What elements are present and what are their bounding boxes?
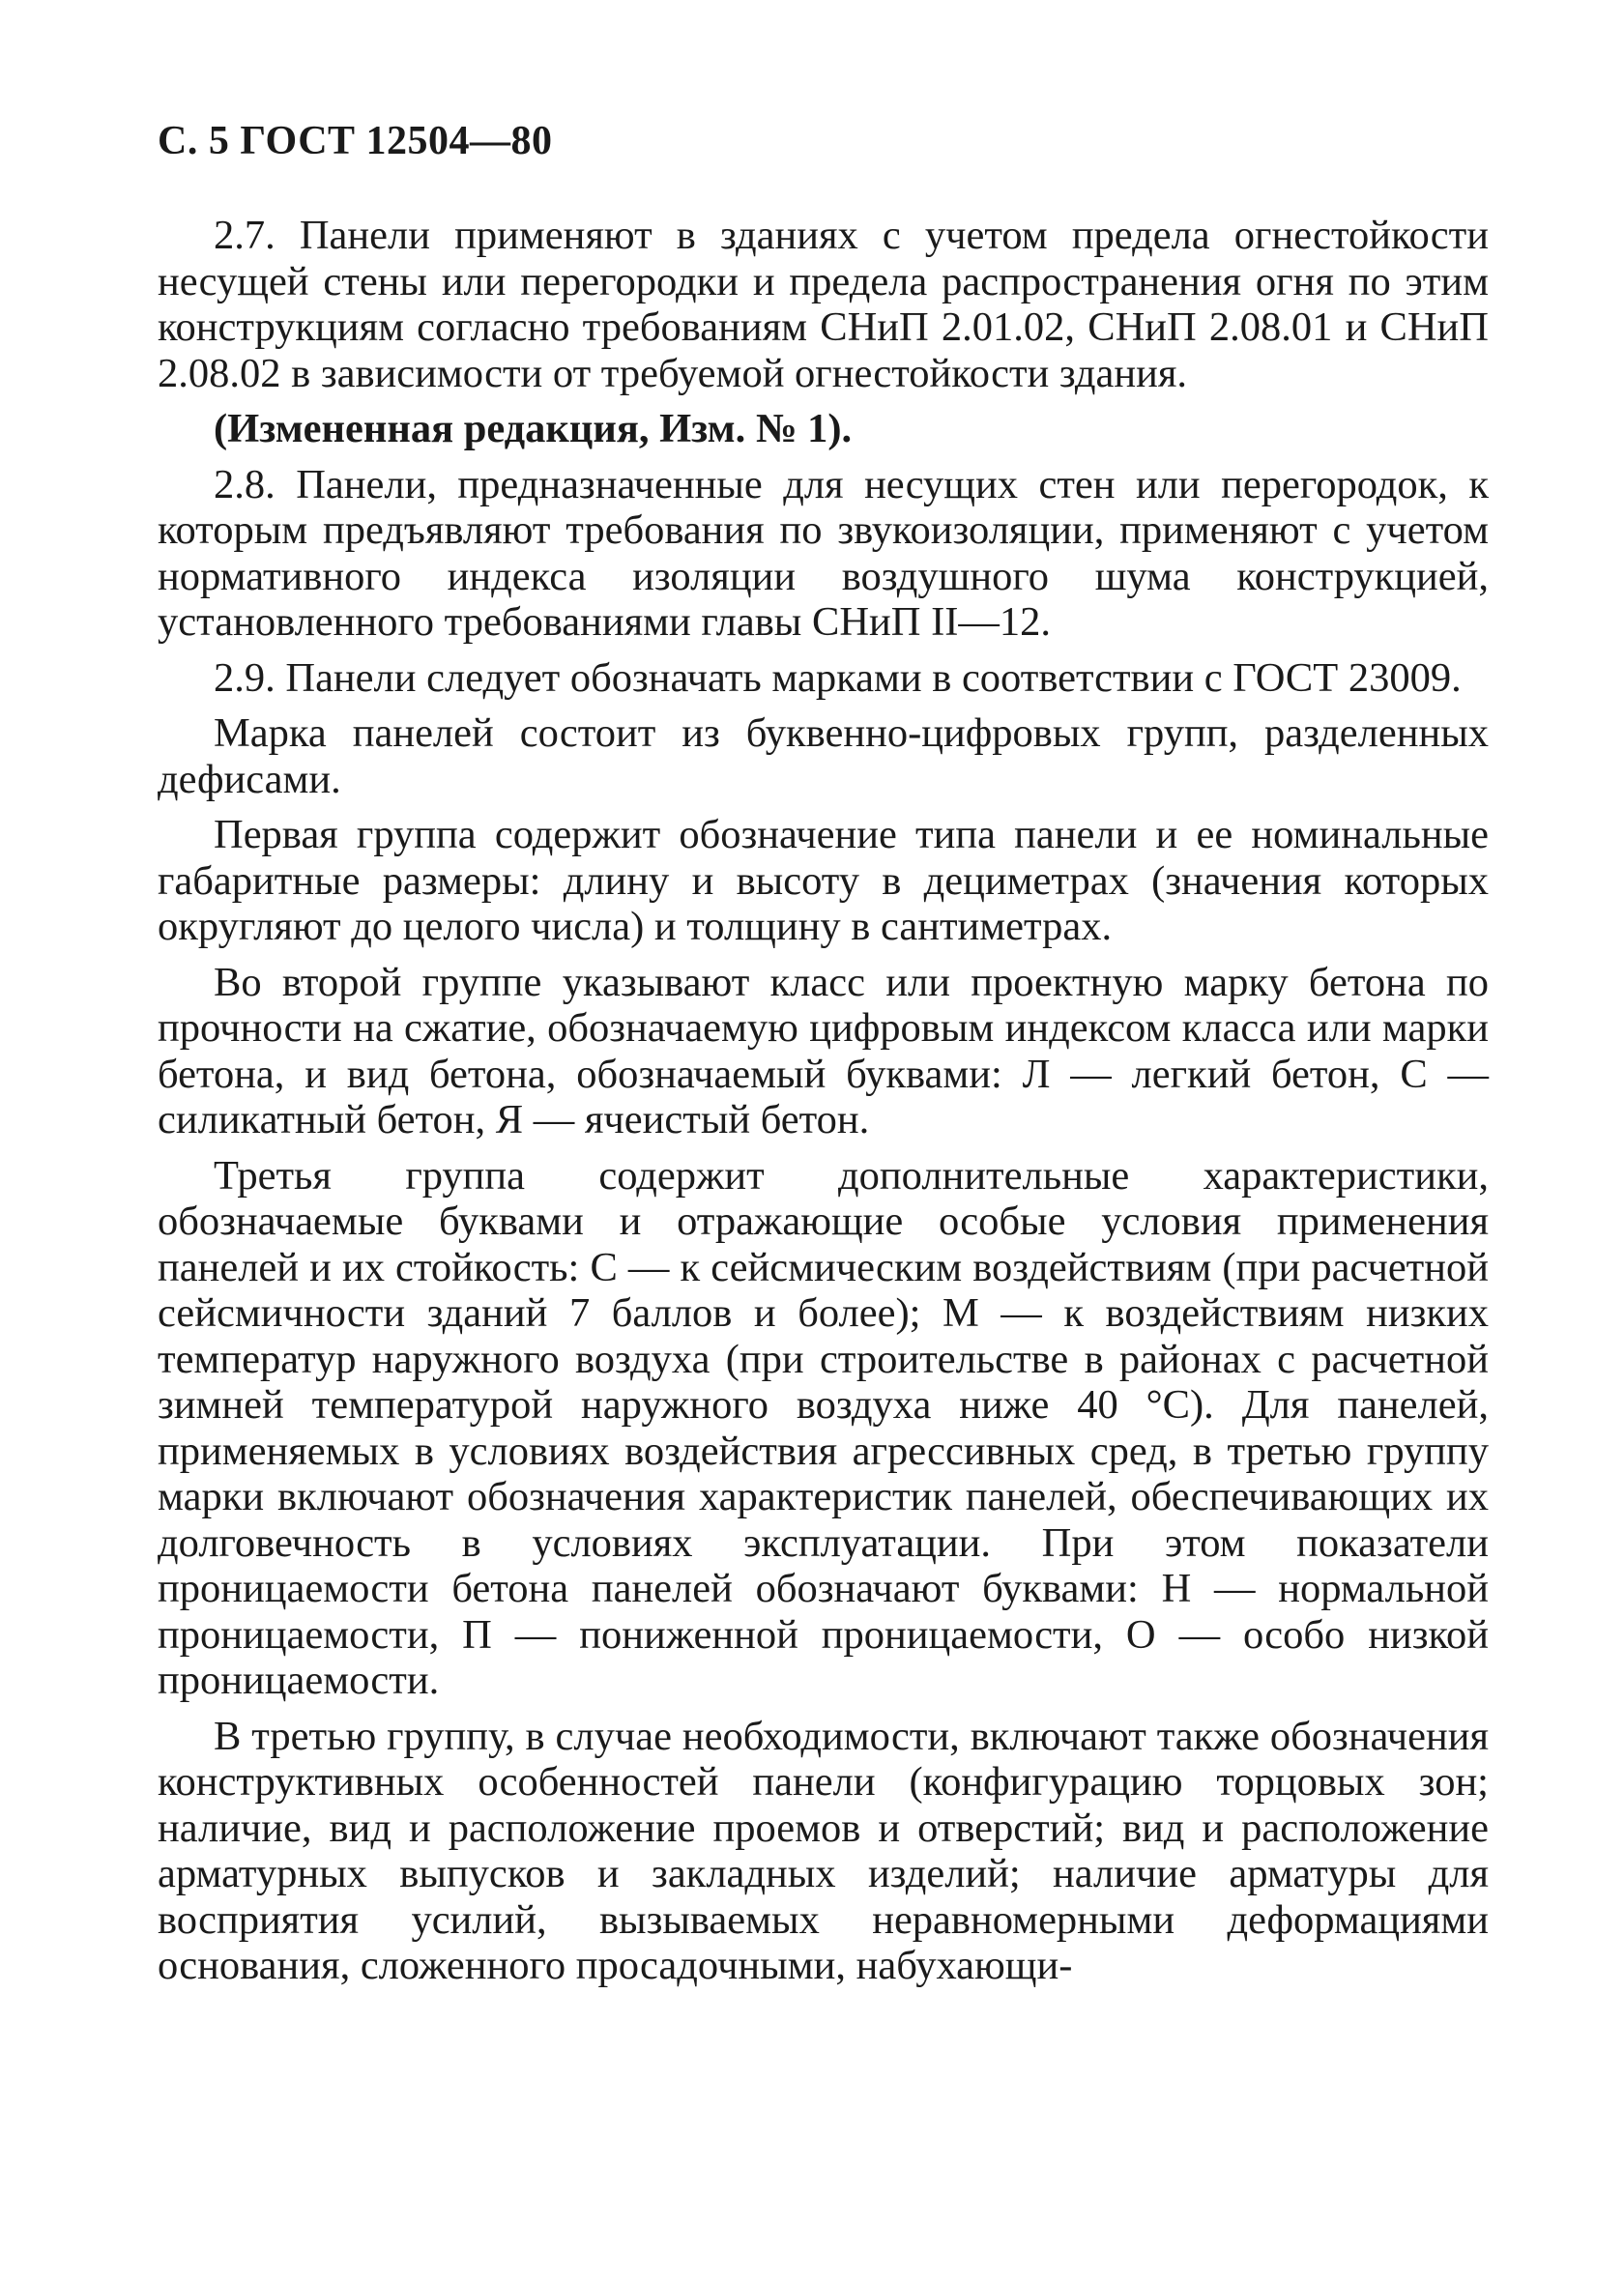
page-header: С. 5 ГОСТ 12504—80 <box>158 119 553 163</box>
amendment-note: (Измененная редакция, Изм. № 1). <box>214 406 853 451</box>
paragraph-marking-composition: Марка панелей состоит из буквенно-цифровых групп, разделенных дефисами. <box>158 710 1489 802</box>
paragraph-first-group: Первая группа содержит обозначение типа панели и ее номинальные габаритные размеры: длину и высоту в дециметрах (значения которых округляют до целого числа) и толщину в сантиметрах. <box>158 812 1489 949</box>
document-body <box>158 213 1489 1999</box>
paragraph-2-7: 2.7. Панели применяют в зданиях с учетом предела огнестойкости несущей стены или перегородки и предела распространения огня по этим конструкциям согласно требованиям СНиП 2.01.02, СНиП 2.08.01 и СНиП 2.08.02 в зависимости от требуемой огнестойкости здания. <box>158 213 1489 396</box>
paragraph-third-group: Третья группа содержит дополнительные характеристики, обозначаемые буквами и отражающие особые условия применения панелей и их стойкость: С — к сейсмическим воздействиям (при расчетной сейсмичности зданий 7 баллов и более); М — к воздействиям низких температур наружного воздуха (при строительстве в районах с расчетной зимней температурой наружного воздуха ниже 40 °С). Для панелей, применяемых в условиях воздействия агрессивных сред, в третью группу марки включают обозначения характеристик панелей, обеспечивающих их долговечность в условиях эксплуатации. При этом показатели проницаемости бетона панелей обозначают буквами: Н — нормальной проницаемости, П — пониженной проницаемости, О — особо низкой проницаемости. <box>158 1152 1489 1703</box>
paragraph-third-group-design: В третью группу, в случае необходимости, включают также обозначения конструктивных особенностей панели (конфигурацию торцовых зон; наличие, вид и расположение проемов и отверстий; вид и расположение арматурных выпусков и закладных изделий; наличие арматуры для восприятия усилий, вызываемых неравномерными деформациями основания, сложенного просадочными, набухающи- <box>158 1713 1489 1988</box>
paragraph-2-9: 2.9. Панели следует обозначать марками в соответствии с ГОСТ 23009. <box>214 654 1462 701</box>
paragraph-second-group: Во второй группе указывают класс или проектную марку бетона по прочности на сжатие, обозначаемую цифровым индексом класса или марки бетона, и вид бетона, обозначаемый буквами: Л — легкий бетон, С — силикатный бетон, Я — ячеистый бетон. <box>158 959 1489 1142</box>
paragraph-2-8: 2.8. Панели, предназначенные для несущих стен или перегородок, к которым предъявляют требования по звукоизоляции, применяют с учетом нормативного индекса изоляции воздушного шума конструкцией, установленного требованиями главы СНиП II—12. <box>158 461 1489 645</box>
